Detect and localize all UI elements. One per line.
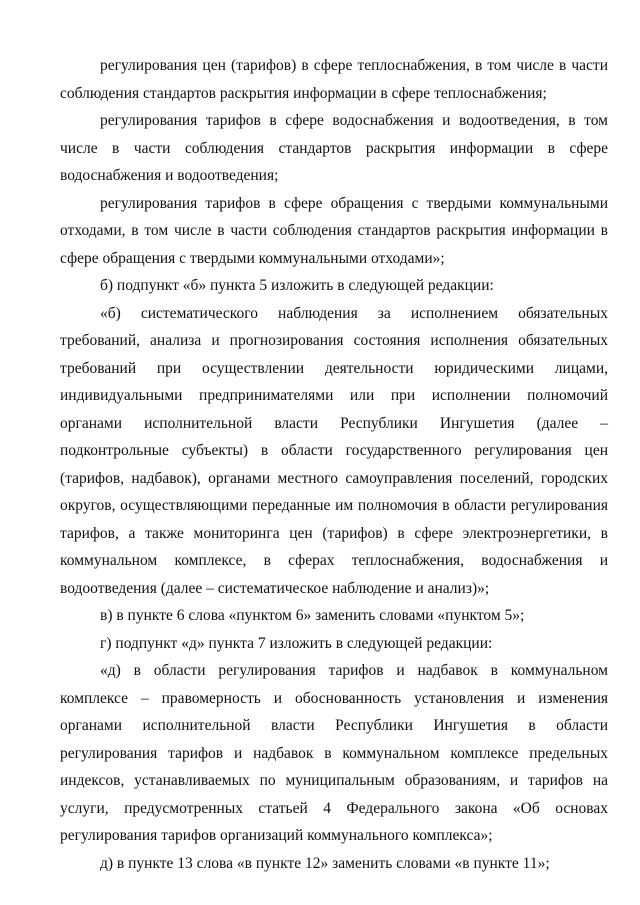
paragraph-item-b-text: «б) систематического наблюдения за исполнением обязательных требований, анализа и прогнозирования состояния исполнения обязательных требований при осуществлении деятельности юридическими лицами, индивидуальными предпринимателями или при исполнении полномочий органами исполнительной власти Республики Ингушетия (далее – подконтрольные субъекты) в области государственного регулирования цен (тарифов, надбавок), органами местного самоуправления поселений, городских округов, осуществляющими переданные им полномочия в области регулирования тарифов, а также мониторинга цен (тарифов) в сфере электроэнергетики, в коммунальном комплексе, в сферах теплоснабжения, водоснабжения и водоотведения (далее – систематическое наблюдение и анализ)»;	[60, 304, 608, 597]
document-body	[60, 52, 608, 877]
paragraph-item-d-text: «д) в области регулирования тарифов и надбавок в коммунальном комплексе – правомерность и обоснованность установления и изменения органами исполнительной власти Республики Ингушетия в области регулирования тарифов и надбавок в коммунальном комплексе предельных индексов, устанавливаемых по муниципальным образованиям, и тарифов на услуги, предусмотренных статьей 4 Федерального закона «Об основах регулирования тарифов организаций коммунального комплекса»;	[60, 662, 608, 844]
paragraph-item-b-heading: б) подпункт «б» пункта 5 изложить в следующей редакции:	[100, 277, 494, 294]
paragraph-water-supply: регулирования тарифов в сфере водоснабжения и водоотведения, в том числе в части соблюдения стандартов раскрытия информации в сфере водоснабжения и водоотведения;	[60, 112, 608, 184]
paragraph-item-d: д) в пункте 13 слова «в пункте 12» заменить словами «в пункте 11»;	[100, 854, 550, 872]
paragraph-item-g-heading: г) подпункт «д» пункта 7 изложить в следующей редакции:	[100, 634, 493, 652]
paragraph-heat-supply: регулирования цен (тарифов) в сфере теплоснабжения, в том числе в части соблюдения стандартов раскрытия информации в сфере теплоснабжения;	[60, 57, 608, 102]
paragraph-item-v: в) в пункте 6 слова «пунктом 6» заменить словами «пунктом 5»;	[100, 607, 525, 624]
paragraph-solid-waste: регулирования тарифов в сфере обращения с твердыми коммунальными отходами, в том числе в части соблюдения стандартов раскрытия информации в сфере обращения с твердыми коммунальными отходами»;	[60, 194, 608, 267]
